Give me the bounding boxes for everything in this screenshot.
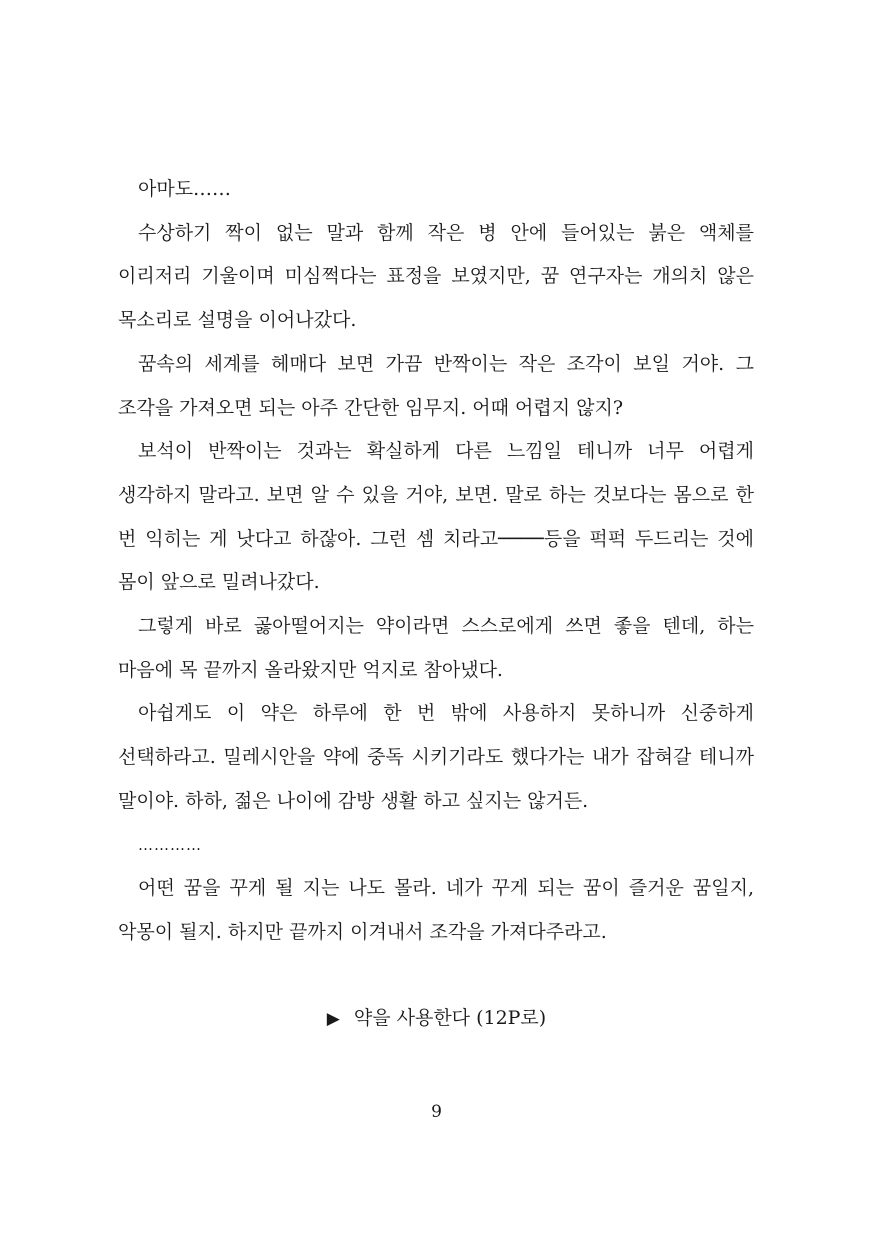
paragraph-once-a-day: 아쉽게도 이 약은 하루에 한 번 밖에 사용하지 못하니까 신중하게 선택하라고. 밀레시안을 약에 중독 시키기라도 했다가는 내가 잡혀갈 테니까 말이야. 하하, 젊은 나이에 감방 생활 하고 싶지는 않거든. [118, 702, 754, 812]
choice-link[interactable] [0, 998, 873, 1039]
paragraph-sleeping-drug: 그렇게 바로 곯아떨어지는 약이라면 스스로에게 쓰면 좋을 텐데, 하는 마음에 목 끝까지 올라왔지만 억지로 참아냈다. [118, 615, 754, 681]
story-text [118, 168, 754, 955]
ellipsis-line: ………… [138, 835, 202, 854]
paragraph-unknown-dream: 어떤 꿈을 꾸게 될 지는 나도 몰라. 네가 꾸게 되는 꿈이 즐거운 꿈일지, 악몽이 될지. 하지만 끝까지 이겨내서 조각을 가져다주라고. [118, 877, 754, 943]
paragraph-perhaps: 아마도…… [138, 178, 232, 200]
paragraph-shiny-fragment: 꿈속의 세계를 헤매다 보면 가끔 반짝이는 작은 조각이 보일 거야. 그 조각을 가져오면 되는 아주 간단한 임무지. 어때 어렵지 않지? [118, 352, 754, 419]
play-arrow-icon: ▶ [326, 1009, 340, 1029]
choice-label: 약을 사용한다 (12P로) [353, 1007, 547, 1029]
page-number: 9 [431, 1102, 442, 1122]
paragraph-suspicious-vial: 수상하기 짝이 없는 말과 함께 작은 병 안에 들어있는 붉은 액체를 이리저리 기울이며 미심쩍다는 표정을 보였지만, 꿈 연구자는 개의치 않은 목소리로 설명을 이어나갔다. [118, 221, 754, 332]
paragraph-jewel-feeling: 보석이 반짝이는 것과는 확실하게 다른 느낌일 테니까 너무 어렵게 생각하지 말라고. 보면 알 수 있을 거야, 보면. 말로 하는 것보다는 몸으로 한 번 익히는 게 낫다고 하잖아. 그런 셈 치라고────등을 퍽퍽 두드리는 것에 몸이 앞으로 밀려나갔다. [118, 440, 754, 594]
